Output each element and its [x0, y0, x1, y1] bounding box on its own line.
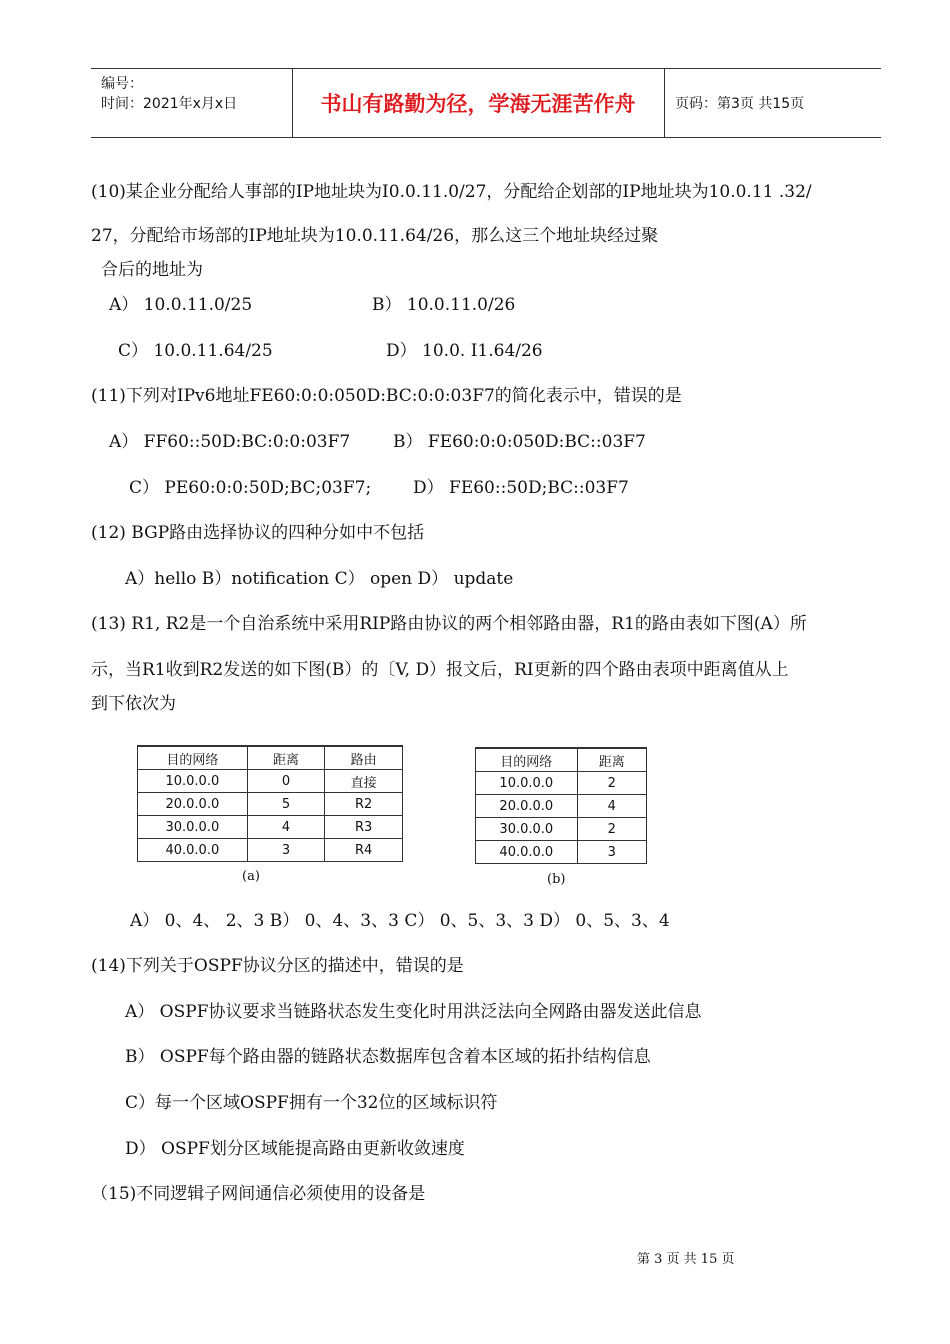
table-cell: 4	[247, 816, 325, 839]
table-cell: 10.0.0.0	[138, 770, 248, 793]
table-a-header-cell: 距离	[247, 746, 325, 770]
table-cell: 3	[247, 839, 325, 862]
q14-option-c: C）每一个区域OSPF拥有一个32位的区域标识符	[125, 1093, 498, 1113]
table-b-header-row	[476, 748, 647, 772]
q11-option-d: D） FE60::50D;BC::03F7	[413, 478, 629, 498]
table-cell: 直接	[325, 770, 403, 793]
table-b-caption: (b)	[547, 872, 566, 887]
table-cell: 2	[577, 772, 646, 795]
table-row	[138, 793, 403, 816]
q14-stem: (14)下列关于OSPF协议分区的描述中，错误的是	[91, 956, 464, 976]
table-cell: 20.0.0.0	[476, 795, 578, 818]
table-row	[476, 772, 647, 795]
number-label: 编号：	[101, 76, 143, 92]
q13-line3: 到下依次为	[91, 694, 176, 714]
header-motto: 书山有路勤为径，学海无涯苦作舟	[292, 69, 665, 137]
q10-option-a: A） 10.0.11.0/25	[109, 295, 253, 315]
q15-stem: （15)不同逻辑子网间通信必须使用的设备是	[91, 1184, 426, 1204]
table-cell: 30.0.0.0	[476, 818, 578, 841]
header-meta	[91, 69, 293, 137]
q12-stem: (12) BGP路由选择协议的四种分如中不包括	[91, 523, 425, 543]
table-a-header-cell: 目的网络	[138, 746, 248, 770]
q12-options: A）hello B）notification C） open D） update	[125, 569, 514, 589]
q14-option-a: A） OSPF协议要求当链路状态发生变化时用洪泛法向全网路由器发送此信息	[125, 1002, 702, 1022]
q11-option-b: B） FE60:0:0:050D:BC::03F7	[393, 432, 646, 452]
table-cell: 10.0.0.0	[476, 772, 578, 795]
table-cell: 5	[247, 793, 325, 816]
table-cell: 20.0.0.0	[138, 793, 248, 816]
table-cell: 0	[247, 770, 325, 793]
table-cell: 2	[577, 818, 646, 841]
q10-option-c: C） 10.0.11.64/25	[118, 341, 273, 361]
table-row	[138, 839, 403, 862]
page-number-label: 页码：第3页 共15页	[675, 96, 805, 112]
q14-option-d: D） OSPF划分区域能提高路由更新收敛速度	[125, 1139, 465, 1159]
table-cell: 4	[577, 795, 646, 818]
routing-table-b	[475, 747, 647, 864]
q10-option-b: B） 10.0.11.0/26	[372, 295, 516, 315]
table-cell: R2	[325, 793, 403, 816]
q10-line1: (10)某企业分配给人事部的IP地址块为I0.0.11.0/27，分配给企划部的IP地址块为10.0.11 .32/	[91, 182, 812, 202]
table-cell: R3	[325, 816, 403, 839]
table-a-caption: (a)	[242, 869, 260, 884]
table-cell: R4	[325, 839, 403, 862]
table-b-header-cell: 目的网络	[476, 748, 578, 772]
table-row	[138, 770, 403, 793]
page-footer: 第 3 页 共 15 页	[637, 1252, 735, 1267]
q10-option-d: D） 10.0. I1.64/26	[386, 341, 543, 361]
q10-line2: 27，分配给市场部的IP地址块为10.0.11.64/26，那么这三个地址块经过聚	[91, 226, 659, 246]
q13-line1: (13) R1, R2是一个自治系统中采用RIP路由协议的两个相邻路由器，R1的路由表如下图(A）所	[91, 614, 807, 634]
table-a-header-row	[138, 746, 403, 770]
table-row	[138, 816, 403, 839]
table-row	[476, 795, 647, 818]
q13-options: A） 0、4、 2、3 B） 0、4、3、3 C） 0、5、3、3 D） 0、5、3、4	[130, 911, 670, 931]
q11-option-a: A） FF60::50D:BC:0:0:03F7	[109, 432, 351, 452]
table-row	[476, 841, 647, 864]
table-a-header-cell: 路由	[325, 746, 403, 770]
table-cell: 40.0.0.0	[476, 841, 578, 864]
table-cell: 40.0.0.0	[138, 839, 248, 862]
q10-line3: 合后的地址为	[101, 260, 203, 280]
q14-option-b: B） OSPF每个路由器的链路状态数据库包含着本区域的拓扑结构信息	[125, 1047, 651, 1067]
page-header	[91, 68, 881, 138]
routing-table-a	[137, 745, 403, 862]
table-cell: 3	[577, 841, 646, 864]
table-cell: 30.0.0.0	[138, 816, 248, 839]
table-row	[476, 818, 647, 841]
q11-option-c: C） PE60:0:0:50D;BC;03F7;	[129, 478, 372, 498]
q11-stem: (11)下列对IPv6地址FE60:0:0:050D:BC:0:0:03F7的简化表示中，错误的是	[91, 386, 682, 406]
time-label: 时间：2021年x月x日	[101, 96, 238, 112]
table-b-header-cell: 距离	[577, 748, 646, 772]
q13-line2: 示，当R1收到R2发送的如下图(B）的〔V, D）报文后，RI更新的四个路由表项中距离值从上	[91, 660, 789, 680]
